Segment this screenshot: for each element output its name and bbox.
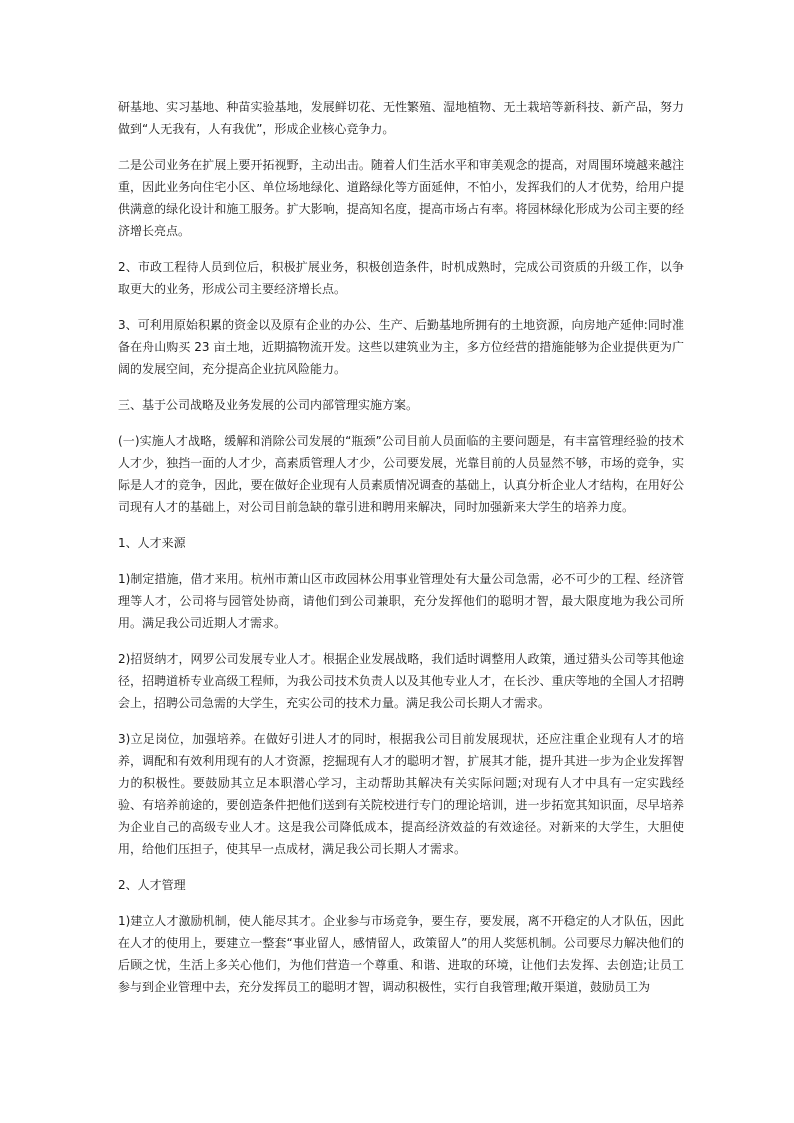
paragraph-recruit-talent: 2)招贤纳才，网罗公司发展专业人才。根据企业发展战略，我们适时调整用人政策，通过猎头公司等其他途径，招聘道桥专业高级工程师，为我公司技术负责人以及其他专业人才，在长沙、重庆等地的全国人才招聘会上，招聘公司急需的大学生，充实公司的技术力量。满足我公司长期人才需求。 <box>118 652 684 710</box>
paragraph-research-bases: 研基地、实习基地、种苗实验基地，发展鲜切花、无性繁殖、湿地植物、无土栽培等新科技、新产品，努力做到“人无我有，人有我优”，形成企业核心竞争力。 <box>118 100 684 136</box>
subheading-talent-source: 1、人才来源 <box>118 536 186 550</box>
paragraph-borrow-talent: 1)制定措施，借才来用。杭州市萧山区市政园林公用事业管理处有大量公司急需，必不可少的工程、经济管理等人才，公司将与园管处协商，请他们到公司兼职，充分发挥他们的聪明才智，最大限度地为我公司所用。满足我公司近期人才需求。 <box>118 572 684 630</box>
paragraph-real-estate: 3、可利用原始积累的资金以及原有企业的办公、生产、后勤基地所拥有的土地资源，向房地产延伸:同时准备在舟山购买 23 亩土地，近期搞物流开发。这些以建筑业为主，多方位经营的措施能够为企业提供更为广阔的发展空间，充分提高企业抗风险能力。 <box>118 318 684 376</box>
document-page <box>118 96 684 1012</box>
paragraph-municipal-engineering: 2、市政工程待人员到位后，积极扩展业务，积极创造条件，时机成熟时，完成公司资质的升级工作，以争取更大的业务，形成公司主要经济增长点。 <box>118 260 684 296</box>
section-heading-internal-management: 三、基于公司战略及业务发展的公司内部管理实施方案。 <box>118 398 419 412</box>
paragraph-train-talent: 3)立足岗位，加强培养。在做好引进人才的同时，根据我公司目前发展现状，还应注重企业现有人才的培养，调配和有效利用现有的人才资源，挖掘现有人才的聪明才智，扩展其才能，提升其进一步为企业发挥智力的积极性。要鼓励其立足本职潜心学习，主动帮助其解决有关实际问题;对现有人才中具有一定实践经验、有培养前途的，要创造条件把他们送到有关院校进行专门的理论培训，进一步拓宽其知识面，尽早培养为企业自己的高级专业人才。这是我公司降低成本，提高经济效益的有效途径。对新来的大学生，大胆使用，给他们压担子，使其早一点成材，满足我公司长期人才需求。 <box>118 732 684 856</box>
paragraph-talent-strategy: (一)实施人才战略，缓解和消除公司发展的“瓶颈”公司目前人员面临的主要问题是，有丰富管理经验的技术人才少，独挡一面的人才少，高素质管理人才少，公司要发展，光靠目前的人员显然不够，市场的竞争，实际是人才的竞争，因此，要在做好企业现有人员素质情况调查的基础上，认真分析企业人才结构，在用好公司现有人才的基础上，对公司目前急缺的靠引进和聘用来解决，同时加强新来大学生的培养力度。 <box>118 434 684 514</box>
paragraph-business-expansion: 二是公司业务在扩展上要开拓视野，主动出击。随着人们生活水平和审美观念的提高，对周围环境越来越注重，因此业务向住宅小区、单位场地绿化、道路绿化等方面延伸，不怕小，发挥我们的人才优势，给用户提供满意的绿化设计和施工服务。扩大影响，提高知名度，提高市场占有率。将园林绿化形成为公司主要的经济增长亮点。 <box>118 158 684 238</box>
subheading-talent-management: 2、人才管理 <box>118 878 186 892</box>
paragraph-incentive-mechanism: 1)建立人才激励机制，使人能尽其才。企业参与市场竞争，要生存，要发展，离不开稳定的人才队伍，因此在人才的使用上，要建立一整套“事业留人，感情留人，政策留人”的用人奖惩机制。公司要尽力解决他们的后顾之忧，生活上多关心他们，为他们营造一个尊重、和谐、进取的环境，让他们去发挥、去创造;让员工参与到企业管理中去，充分发挥员工的聪明才智，调动积极性，实行自我管理;敞开渠道，鼓励员工为 <box>118 914 684 994</box>
